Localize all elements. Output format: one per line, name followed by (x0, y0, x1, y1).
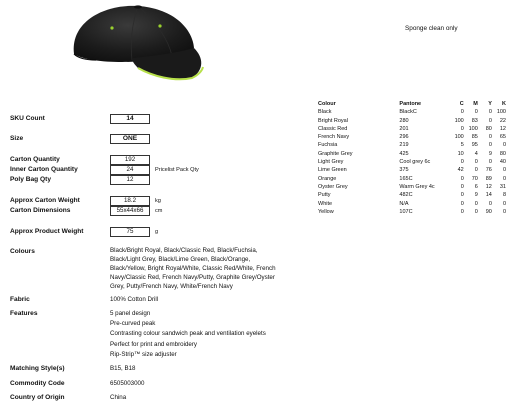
colour-name: Fuchsia (318, 142, 338, 149)
colour-name: Lime Green (318, 167, 347, 174)
y-value: 0 (488, 117, 492, 124)
colour-name: Light Grey (318, 159, 344, 166)
colour-name: Graphite Grey (318, 150, 353, 157)
matching-styles-label: Matching Style(s) (10, 365, 65, 372)
features-list (110, 309, 310, 360)
colours-label: Colours (10, 248, 35, 255)
k-value: 0 (502, 142, 506, 149)
pantone-code: 219 (399, 142, 409, 149)
c-value: 100 (454, 134, 464, 141)
y-value: 89 (485, 175, 492, 182)
carton-quantity-label: Carton Quantity (10, 156, 60, 163)
c-value: 0 (460, 200, 464, 207)
k-header: K (502, 101, 506, 107)
feature-item: Pre-curved peak (110, 320, 156, 328)
pantone-code: 280 (399, 117, 409, 124)
sku-count-value: 14 (110, 114, 150, 124)
commodity-code-label: Commodity Code (10, 380, 65, 387)
m-value: 0 (474, 167, 478, 174)
y-value: 0 (488, 159, 492, 166)
m-value: 70 (471, 175, 478, 182)
colours-line: Grey, Putty/French Navy, White/French Navy (110, 283, 233, 290)
colour-name: French Navy (318, 134, 350, 141)
fabric-label: Fabric (10, 296, 30, 303)
m-value: 0 (474, 159, 478, 166)
c-value: 42 (457, 167, 464, 174)
colour-name: Yellow (318, 208, 334, 215)
pricelist-pack-note: Pricelist Pack Qty (155, 167, 199, 173)
sku-count-label: SKU Count (10, 115, 45, 122)
colour-table-row (318, 108, 506, 116)
m-value: 0 (474, 109, 478, 116)
c-value: 10 (457, 150, 464, 157)
colours-list (110, 246, 310, 291)
m-header: M (473, 101, 478, 107)
colours-line: Black/Yellow, Bright Royal/White, Classic Red/White, French (110, 265, 276, 272)
c-value: 0 (460, 159, 464, 166)
y-value: 12 (485, 183, 492, 190)
y-value: 0 (488, 200, 492, 207)
y-value: 80 (485, 125, 492, 132)
country-of-origin-value: China (110, 394, 127, 401)
c-value: 5 (460, 142, 464, 149)
k-value: 0 (502, 167, 506, 174)
pantone-code: BlackC (399, 109, 417, 116)
poly-bag-qty-value: 12 (110, 175, 150, 185)
pantone-code: 425 (399, 150, 409, 157)
k-value: 8 (502, 192, 506, 199)
k-value: 0 (502, 200, 506, 207)
y-value: 9 (488, 150, 492, 157)
colour-name: Orange (318, 175, 337, 182)
fabric-value: 100% Cotton Drill (110, 296, 159, 303)
approx-carton-weight-value: 18.2 (110, 196, 150, 206)
colour-table-row (318, 191, 506, 199)
k-value: 65 (499, 134, 506, 141)
pantone-code: 165C (399, 175, 413, 182)
m-value: 0 (474, 208, 478, 215)
inner-carton-quantity-label: Inner Carton Quantity (10, 166, 78, 173)
size-label: Size (10, 135, 24, 142)
colour-name: Oyster Grey (318, 183, 348, 190)
colour-name: Black (318, 109, 332, 116)
feature-item: 5 panel design (110, 310, 151, 317)
colour-table-row (318, 208, 506, 216)
y-header: Y (488, 101, 492, 107)
pantone-code: Cool grey 6c (399, 159, 431, 166)
y-value: 0 (488, 142, 492, 149)
carton-weight-unit: kg (155, 198, 161, 204)
c-value: 0 (460, 208, 464, 215)
carton-dimensions-label: Carton Dimensions (10, 207, 71, 214)
country-of-origin-label: Country of Origin (10, 394, 65, 401)
m-value: 85 (471, 134, 478, 141)
c-value: 100 (454, 117, 464, 124)
c-value: 0 (460, 125, 464, 132)
carton-dimensions-unit: cm (155, 208, 163, 214)
y-value: 90 (485, 208, 492, 215)
commodity-code-value: 6505003000 (110, 380, 145, 387)
pantone-code: 375 (399, 167, 409, 174)
k-value: 0 (502, 208, 506, 215)
product-weight-unit: g (155, 229, 159, 235)
colour-table-row (318, 141, 506, 149)
colour-table-row (318, 150, 506, 158)
colour-table-row (318, 183, 506, 191)
colour-name: White (318, 200, 333, 207)
feature-item: Perfect for print and embroidery (110, 340, 198, 348)
k-value: 31 (499, 183, 506, 190)
m-value: 100 (468, 125, 478, 132)
k-value: 40 (499, 159, 506, 166)
c-header: C (459, 101, 464, 107)
y-value: 0 (488, 134, 492, 141)
care-note: Sponge clean only (405, 25, 458, 32)
colour-table-row (318, 166, 506, 174)
k-value: 100 (496, 109, 506, 116)
cap-image (52, 2, 212, 88)
features-label: Features (10, 310, 38, 317)
k-value: 80 (499, 150, 506, 157)
pantone-code: 107C (399, 208, 413, 215)
matching-styles-value: B15, B18 (110, 365, 136, 372)
colour-name: Bright Royal (318, 117, 348, 124)
m-value: 6 (474, 183, 478, 190)
feature-item: Rip-Strip™ size adjuster (110, 350, 177, 358)
colour-table-row (318, 125, 506, 133)
pantone-code: Warm Grey 4c (399, 183, 435, 190)
y-value: 76 (485, 167, 492, 174)
k-value: 0 (502, 175, 506, 182)
approx-product-weight-value: 75 (110, 227, 150, 237)
c-value: 0 (460, 192, 464, 199)
pantone-code: 482C (399, 192, 413, 199)
colours-line: Black/Bright Royal, Black/Classic Red, Black/Fuchsia, (110, 247, 258, 254)
colour-table-row (318, 200, 506, 208)
m-value: 4 (474, 150, 478, 157)
pantone-code: 296 (399, 134, 409, 141)
y-value: 0 (488, 109, 492, 116)
y-value: 14 (485, 192, 492, 199)
colour-name: Putty (318, 192, 331, 199)
c-value: 0 (460, 183, 464, 190)
feature-item: Contrasting colour sandwich peak and ventilation eyelets (110, 330, 266, 338)
k-value: 12 (499, 125, 506, 132)
pantone-header: Pantone (399, 101, 422, 107)
m-value: 9 (474, 192, 478, 199)
pantone-code: N/A (399, 200, 409, 207)
approx-product-weight-label: Approx Product Weight (10, 228, 84, 235)
m-value: 0 (474, 200, 478, 207)
carton-dimensions-value: 55x44x66 (110, 206, 150, 216)
approx-carton-weight-label: Approx Carton Weight (10, 197, 80, 204)
poly-bag-qty-label: Poly Bag Qty (10, 176, 52, 183)
pantone-code: 201 (399, 125, 409, 132)
colours-line: Black/Light Grey, Black/Lime Green, Black/Orange, (110, 256, 251, 263)
k-value: 22 (499, 117, 506, 124)
colour-header: Colour (318, 101, 336, 107)
colour-pantone-table (318, 100, 506, 216)
colours-line: Navy/Classic Red, French Navy/Putty, Graphite Grey/Oyster (110, 274, 275, 281)
carton-quantity-value: 192 (110, 155, 150, 165)
m-value: 95 (471, 142, 478, 149)
colour-table-row (318, 158, 506, 166)
colour-table-row (318, 175, 506, 183)
colour-name: Classic Red (318, 125, 348, 132)
colour-table-row (318, 133, 506, 141)
size-value: ONE (110, 134, 150, 144)
inner-carton-quantity-value: 24 (110, 165, 150, 175)
c-value: 0 (460, 109, 464, 116)
colour-table-row (318, 117, 506, 125)
colour-table-header-row (318, 100, 506, 108)
c-value: 0 (460, 175, 464, 182)
m-value: 83 (471, 117, 478, 124)
